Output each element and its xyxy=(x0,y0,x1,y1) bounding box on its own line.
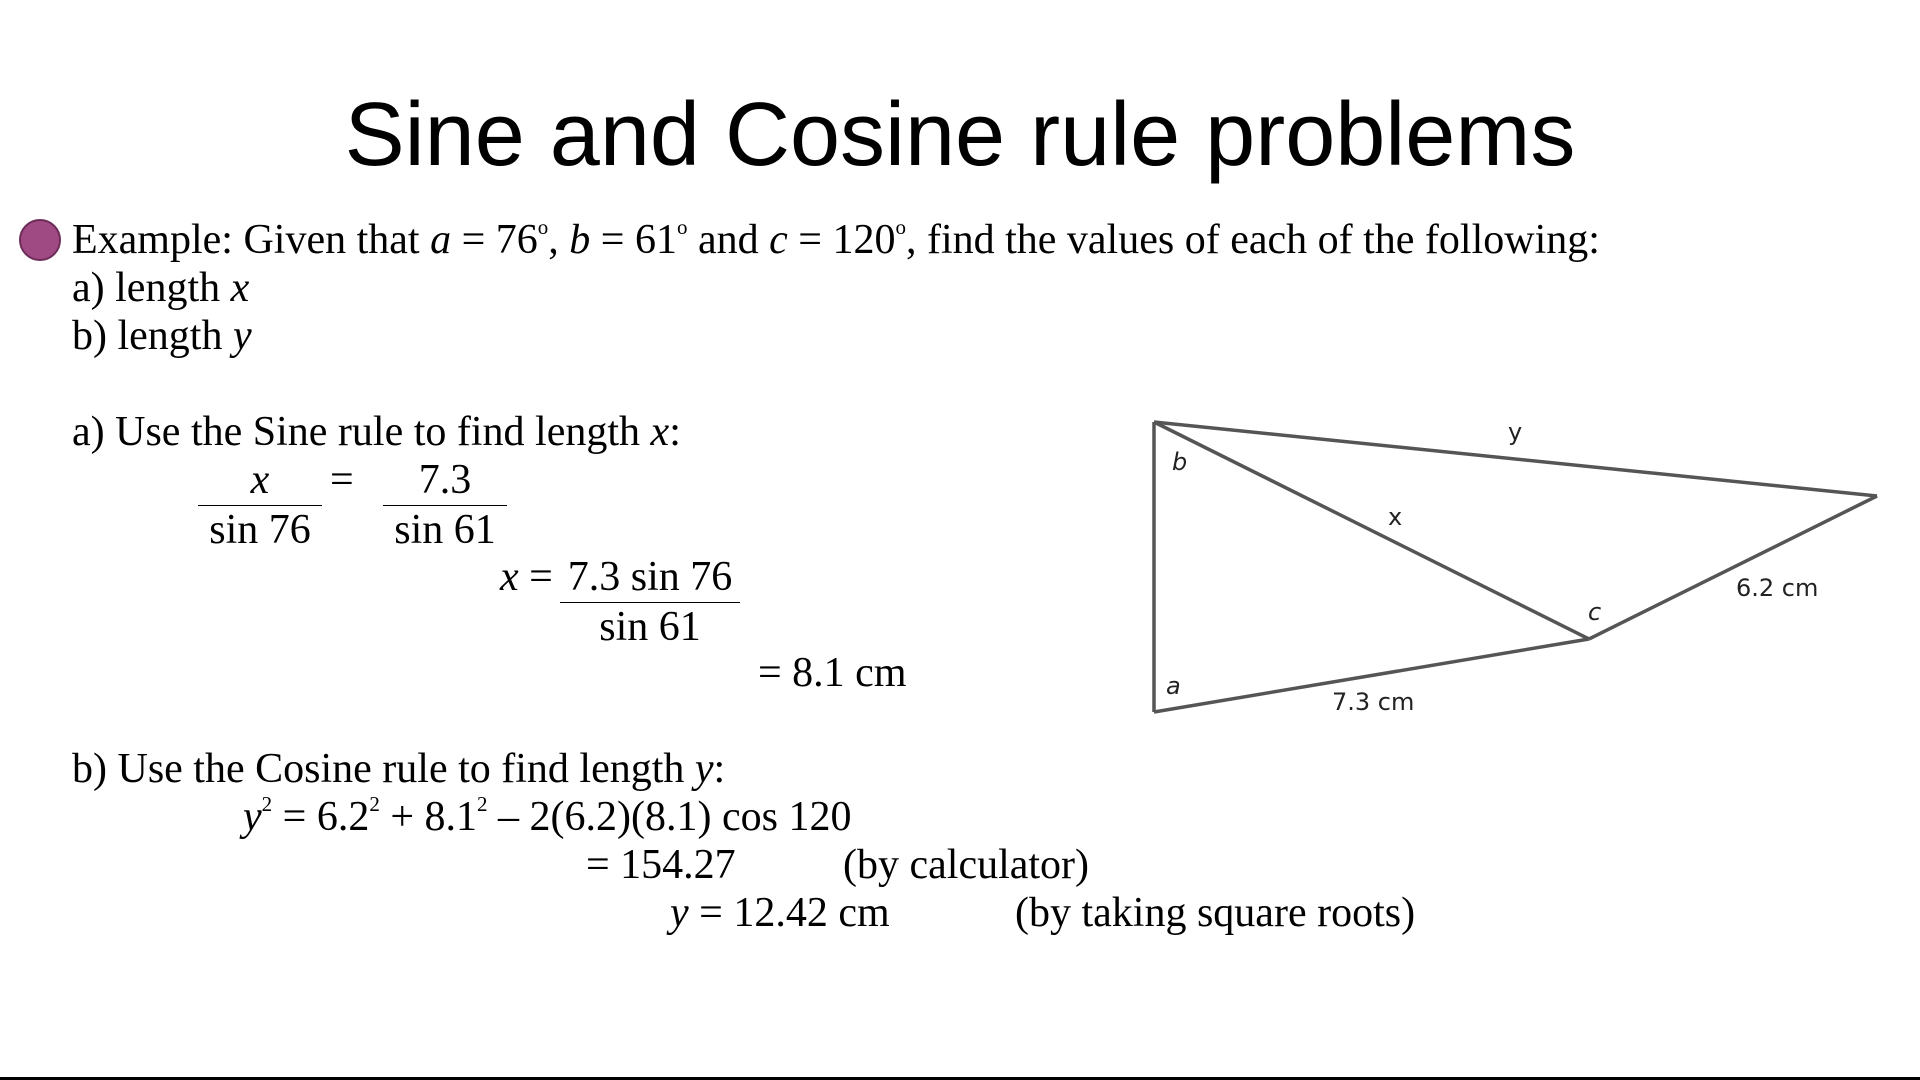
item-b-var: y xyxy=(232,313,252,359)
squared: 2 xyxy=(477,792,488,817)
cosine-result-1: = 154.27 xyxy=(586,842,736,888)
c-value: = 120 xyxy=(787,217,896,263)
slide-title: Sine and Cosine rule problems xyxy=(344,85,1576,185)
fraction-denominator: sin 76 xyxy=(209,507,311,553)
cosine-heading-var: y xyxy=(694,746,714,792)
sine-heading-var: x xyxy=(650,409,670,455)
degree-sign: o xyxy=(676,215,688,240)
intro-suffix: , find the values of each of the following: xyxy=(905,217,1600,263)
item-a-var: x xyxy=(230,265,250,311)
fraction-numerator: 7.3 xyxy=(383,456,507,506)
cosine-heading-text: b) Use the Cosine rule to find length xyxy=(72,746,695,792)
eq-part-3: – 2(6.2)(8.1) cos 120 xyxy=(487,794,852,840)
sine-heading-text: a) Use the Sine rule to find length xyxy=(72,409,651,455)
fraction-denominator: sin 61 xyxy=(394,507,496,553)
eq-var: y xyxy=(243,794,262,840)
squared: 2 xyxy=(261,792,273,817)
label-7-3-cm: 7.3 cm xyxy=(1332,688,1415,716)
label-c: c xyxy=(1588,598,1602,626)
item-b-label: b) length xyxy=(72,313,233,359)
var-c: c xyxy=(769,217,788,263)
label-y: y xyxy=(1508,418,1523,446)
edge-x xyxy=(1154,422,1589,639)
label-b: b xyxy=(1172,448,1188,476)
step-equals: = xyxy=(518,554,553,600)
step-var: x xyxy=(500,554,519,600)
var-b: b xyxy=(569,217,591,263)
label-a: a xyxy=(1166,672,1181,700)
eq-part-1: = 6.2 xyxy=(272,794,370,840)
equals-sign: = xyxy=(330,457,354,503)
result-var: y xyxy=(670,890,689,936)
separator: , xyxy=(548,217,570,263)
item-a-label: a) length xyxy=(72,265,231,311)
degree-sign: o xyxy=(537,215,549,240)
lhs-numerator: x xyxy=(250,457,270,503)
label-x: x xyxy=(1388,503,1403,531)
sine-result: = 8.1 cm xyxy=(758,650,907,696)
cosine-heading-colon: : xyxy=(713,746,726,792)
fraction-denominator: sin 61 xyxy=(599,604,701,650)
cosine-note-2: (by taking square roots) xyxy=(1015,890,1416,936)
degree-sign: o xyxy=(895,215,906,240)
result-value: = 12.42 cm xyxy=(688,890,890,936)
edge-6-2 xyxy=(1589,496,1877,639)
and-word: and xyxy=(687,217,770,263)
cosine-note-1: (by calculator) xyxy=(843,842,1090,888)
eq-part-2: + 8.1 xyxy=(379,794,478,840)
sine-heading-colon: : xyxy=(669,409,681,455)
a-value: = 76 xyxy=(451,217,538,263)
label-6-2-cm: 6.2 cm xyxy=(1736,574,1819,602)
intro-prefix: Example: Given that xyxy=(72,217,431,263)
fraction-numerator: 7.3 sin 76 xyxy=(560,553,740,603)
squared: 2 xyxy=(369,792,380,817)
var-a: a xyxy=(430,217,452,263)
b-value: = 61 xyxy=(590,217,677,263)
